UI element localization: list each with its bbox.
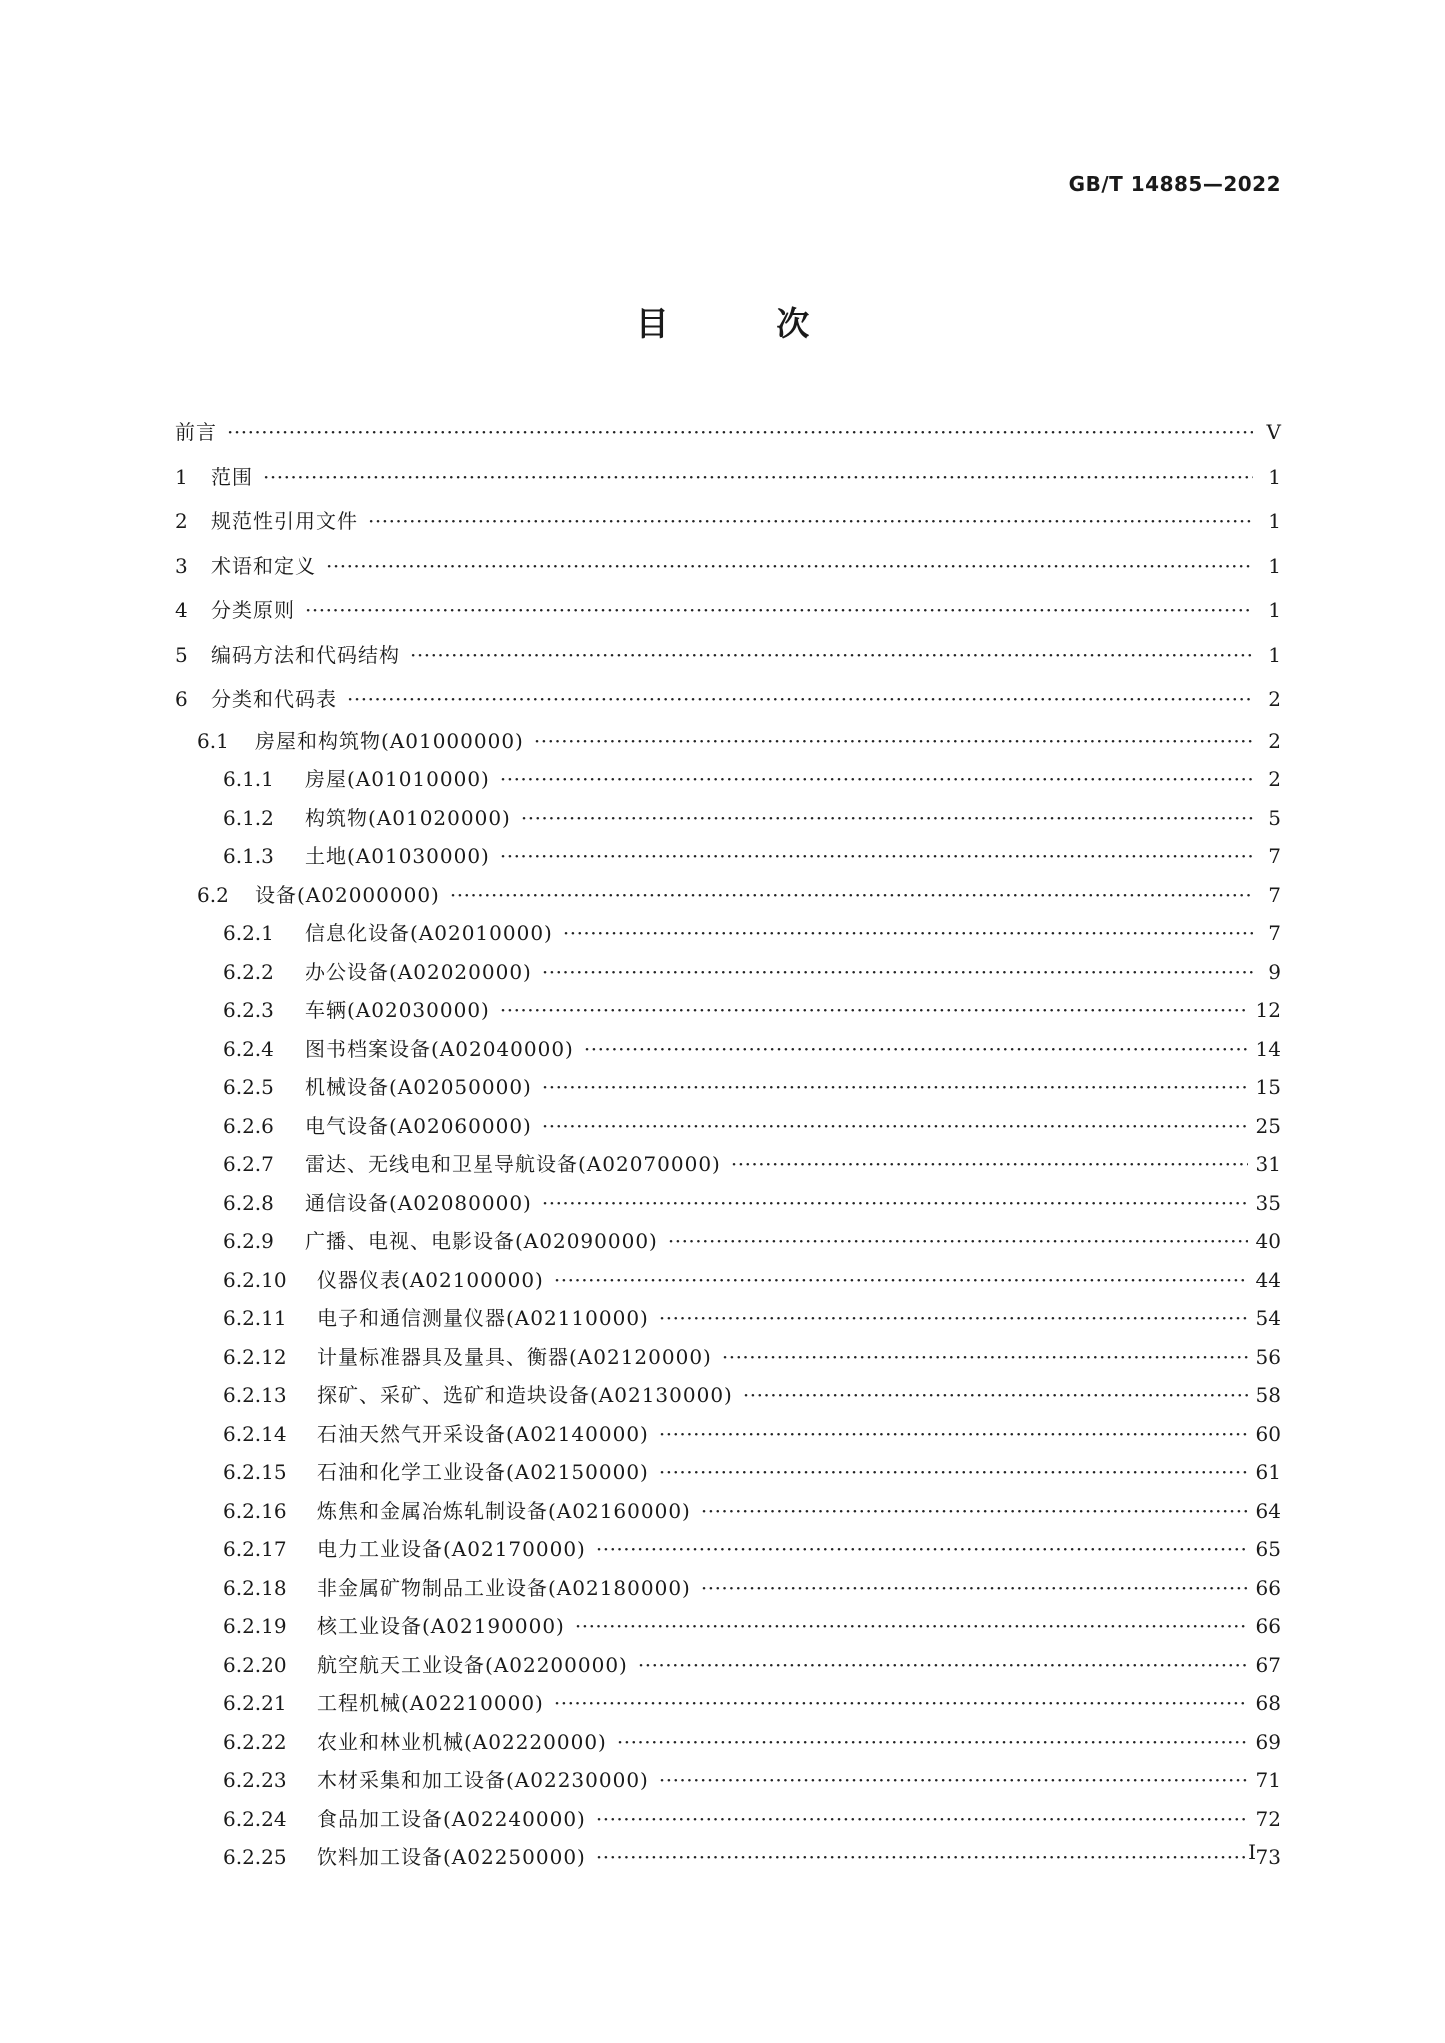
toc-entry-page: 5 [1268,805,1281,830]
toc-entry-number: 6.2.8 [223,1190,274,1215]
toc-entry[interactable] [175,953,1281,992]
toc-leader-dots [701,1492,1248,1531]
toc-entry-title: 构筑物(A01020000) [305,805,511,830]
toc-entry-number: 6.2.21 [223,1691,287,1715]
toc-leader-dots [722,1338,1248,1377]
toc-entry[interactable] [175,1338,1281,1377]
toc-leader-dots [731,1145,1248,1184]
toc-entry-page: 1 [1268,464,1281,489]
toc-entry-number: 6.2.18 [223,1575,287,1600]
toc-entry[interactable] [175,1107,1281,1146]
toc-entry[interactable] [175,1376,1281,1415]
toc-entry[interactable] [175,1068,1281,1107]
toc-entry-title: 分类原则 [211,598,295,622]
toc-entry-title: 电气设备(A02060000) [305,1113,532,1138]
toc-entry-number: 6.2.14 [223,1421,287,1446]
toc-entry-page: 7 [1268,844,1281,868]
toc-leader-dots [584,1030,1248,1069]
toc-entry-title: 房屋和构筑物(A01000000) [255,728,524,753]
toc-entry-title: 设备(A02000000) [255,882,440,907]
toc-entry-page: 2 [1268,687,1281,711]
toc-leader-dots [659,1299,1248,1338]
table-of-contents [175,410,1281,1877]
toc-entry-title: 编码方法和代码结构 [211,642,400,667]
toc-entry-title: 电力工业设备(A02170000) [317,1537,586,1561]
toc-entry-title: 石油和化学工业设备(A02150000) [317,1460,649,1484]
toc-entry-number: 6.2.16 [223,1498,287,1523]
toc-entry-page: 40 [1255,1229,1281,1253]
toc-entry[interactable] [175,1723,1281,1762]
toc-entry-page: 71 [1255,1768,1281,1792]
toc-entry-page: 14 [1255,1036,1281,1061]
toc-entry[interactable] [175,410,1281,455]
toc-leader-dots [554,1261,1248,1300]
toc-entry-title: 计量标准器具及量具、衡器(A02120000) [317,1344,712,1369]
toc-leader-dots [554,1684,1248,1723]
toc-entry-page: 67 [1255,1652,1281,1677]
toc-entry-title: 非金属矿物制品工业设备(A02180000) [317,1575,691,1600]
toc-entry[interactable] [175,837,1281,876]
toc-entry-number: 6.2.25 [223,1845,287,1869]
toc-entry-page: 9 [1268,959,1281,984]
toc-leader-dots [743,1376,1248,1415]
toc-entry[interactable] [175,1184,1281,1223]
toc-entry-title: 办公设备(A02020000) [305,959,532,984]
toc-entry-title: 术语和定义 [211,553,316,578]
toc-entry-number: 6.2.4 [223,1036,274,1061]
toc-entry-page: 69 [1255,1729,1281,1754]
toc-entry-number: 6.2.6 [223,1113,274,1138]
toc-leader-dots [659,1415,1248,1454]
toc-entry-page: 65 [1255,1537,1281,1561]
toc-entry-number: 2 [175,509,188,533]
toc-entry-number: 6 [175,687,188,711]
toc-entry[interactable] [175,799,1281,838]
toc-entry-title: 车辆(A02030000) [305,998,490,1022]
toc-entry-number: 6.2.10 [223,1267,287,1292]
toc-leader-dots [263,455,1253,500]
toc-entry[interactable] [175,1646,1281,1685]
toc-leader-dots [542,953,1253,992]
toc-entry-number: 6.1 [197,728,229,753]
toc-entry-title: 探矿、采矿、选矿和造块设备(A02130000) [317,1383,733,1407]
toc-leader-dots [500,837,1253,876]
toc-entry-number: 6.2.15 [223,1460,287,1484]
toc-entry-page: 72 [1255,1806,1281,1831]
toc-entry-page: 73 [1255,1845,1281,1869]
toc-entry-number: 6.2.23 [223,1768,287,1792]
toc-leader-dots [638,1646,1248,1685]
toc-entry-number: 6.1.1 [223,767,274,791]
toc-entry-number: 6.2.2 [223,959,274,984]
toc-entry-number: 6.2.3 [223,998,274,1022]
toc-entry-number: 5 [175,642,188,667]
toc-entry-number: 6.2.24 [223,1806,287,1831]
toc-entry-page: 44 [1255,1267,1281,1292]
toc-entry-page: 25 [1255,1113,1281,1138]
toc-entry-title: 机械设备(A02050000) [305,1075,532,1099]
toc-entry[interactable] [175,1222,1281,1261]
toc-entry[interactable] [175,1684,1281,1723]
toc-leader-dots [542,1068,1248,1107]
toc-leader-dots [596,1530,1248,1569]
toc-entry-page: 15 [1255,1075,1281,1099]
toc-entry-title: 广播、电视、电影设备(A02090000) [305,1229,658,1253]
toc-leader-dots [542,1184,1248,1223]
toc-entry-title: 炼焦和金属冶炼轧制设备(A02160000) [317,1498,691,1523]
toc-entry-page: 68 [1255,1691,1281,1715]
toc-leader-dots [668,1222,1248,1261]
toc-entry[interactable] [175,876,1281,915]
toc-entry-page: 58 [1255,1383,1281,1407]
toc-entry-number: 6.2.5 [223,1075,274,1099]
toc-entry[interactable] [175,499,1281,544]
toc-entry-title: 工程机械(A02210000) [317,1691,544,1715]
toc-entry-title: 范围 [211,464,253,489]
toc-entry[interactable] [175,760,1281,799]
toc-leader-dots [410,633,1253,678]
toc-entry[interactable] [175,1415,1281,1454]
toc-entry-number: 6.2.9 [223,1229,274,1253]
toc-entry-title: 航空航天工业设备(A02200000) [317,1652,628,1677]
toc-leader-dots [575,1607,1248,1646]
toc-entry-page: 66 [1255,1575,1281,1600]
toc-leader-dots [305,588,1253,633]
toc-entry-number: 6.2.7 [223,1152,274,1176]
toc-leader-dots [500,760,1253,799]
toc-entry-page: 54 [1255,1306,1281,1330]
toc-entry-number: 6.2.1 [223,921,274,945]
toc-entry-number: 6.1.2 [223,805,274,830]
toc-entry-page: V [1266,420,1281,444]
toc-entry-title: 信息化设备(A02010000) [305,921,553,945]
toc-entry[interactable] [175,1607,1281,1646]
standard-code: GB/T 14885—2022 [1068,172,1281,196]
toc-entry-title: 规范性引用文件 [211,509,358,533]
page-number: I [1248,1840,1256,1864]
toc-entry[interactable] [175,1030,1281,1069]
toc-leader-dots [326,544,1253,589]
toc-entry[interactable] [175,1800,1281,1839]
toc-entry-number: 6.2.22 [223,1729,287,1754]
toc-entry-title: 电子和通信测量仪器(A02110000) [317,1306,649,1330]
toc-entry-page: 61 [1255,1460,1281,1484]
toc-leader-dots [450,876,1253,915]
toc-entry[interactable] [175,1453,1281,1492]
toc-entry-number: 6.2.13 [223,1383,287,1407]
toc-entry-title: 木材采集和加工设备(A02230000) [317,1768,649,1792]
toc-entry-title: 图书档案设备(A02040000) [305,1036,574,1061]
toc-entry[interactable] [175,1492,1281,1531]
toc-entry-page: 31 [1255,1152,1281,1176]
toc-entry[interactable] [175,722,1281,761]
toc-leader-dots [659,1761,1248,1800]
toc-entry-title: 房屋(A01010000) [305,767,490,791]
toc-entry-number: 6.2.11 [223,1306,287,1330]
toc-entry-number: 6.2.12 [223,1344,287,1369]
toc-entry[interactable] [175,677,1281,722]
toc-leader-dots [500,991,1248,1030]
toc-entry-number: 6.2.17 [223,1537,287,1561]
toc-leader-dots [659,1453,1248,1492]
toc-entry-number: 6.2.20 [223,1652,287,1677]
toc-leader-dots [563,914,1253,953]
toc-entry-page: 7 [1268,882,1281,907]
toc-entry-page: 1 [1268,642,1281,667]
toc-leader-dots [227,410,1253,455]
toc-entry-title: 分类和代码表 [211,687,337,711]
toc-entry-title: 农业和林业机械(A02220000) [317,1729,607,1754]
toc-entry[interactable] [175,1569,1281,1608]
toc-entry[interactable] [175,1530,1281,1569]
toc-leader-dots [534,722,1253,761]
toc-entry-number: 6.2.19 [223,1614,287,1638]
toc-title: 目 次 [635,304,858,343]
toc-entry-page: 2 [1268,767,1281,791]
toc-entry-title: 仪器仪表(A02100000) [317,1267,544,1292]
toc-entry[interactable] [175,1299,1281,1338]
toc-entry[interactable] [175,991,1281,1030]
toc-entry[interactable] [175,588,1281,633]
toc-entry-title: 食品加工设备(A02240000) [317,1806,586,1831]
toc-entry-page: 56 [1255,1344,1281,1369]
toc-entry-page: 1 [1268,509,1281,533]
toc-entry-page: 1 [1268,553,1281,578]
toc-entry[interactable] [175,544,1281,589]
toc-entry-title: 雷达、无线电和卫星导航设备(A02070000) [305,1152,721,1176]
toc-entry-number: 4 [175,598,188,622]
toc-entry-page: 66 [1255,1614,1281,1638]
toc-entry[interactable] [175,455,1281,500]
toc-leader-dots [596,1800,1248,1839]
toc-entry[interactable] [175,1261,1281,1300]
toc-entry-page: 60 [1255,1421,1281,1446]
toc-leader-dots [521,799,1253,838]
toc-entry-number: 3 [175,553,188,578]
toc-entry-page: 1 [1268,598,1281,622]
toc-entry-number: 1 [175,464,188,489]
toc-entry-title: 石油天然气开采设备(A02140000) [317,1421,649,1446]
toc-leader-dots [701,1569,1248,1608]
toc-entry-page: 64 [1255,1498,1281,1523]
toc-entry-number: 6.2 [197,882,229,907]
toc-entry-title: 前言 [175,420,217,444]
toc-entry-page: 12 [1255,998,1281,1022]
toc-entry[interactable] [175,1761,1281,1800]
toc-leader-dots [347,677,1253,722]
toc-entry-title: 核工业设备(A02190000) [317,1614,565,1638]
toc-entry-title: 饮料加工设备(A02250000) [317,1845,586,1869]
toc-entry[interactable] [175,914,1281,953]
toc-entry-title: 土地(A01030000) [305,844,490,868]
toc-entry-page: 2 [1268,728,1281,753]
toc-entry-page: 35 [1255,1190,1281,1215]
toc-leader-dots [617,1723,1248,1762]
toc-entry-title: 通信设备(A02080000) [305,1190,532,1215]
toc-entry[interactable] [175,633,1281,678]
toc-entry[interactable] [175,1838,1281,1877]
toc-leader-dots [542,1107,1248,1146]
toc-entry-number: 6.1.3 [223,844,274,868]
toc-leader-dots [368,499,1253,544]
toc-entry[interactable] [175,1145,1281,1184]
toc-leader-dots [596,1838,1248,1877]
toc-entry-page: 7 [1268,921,1281,945]
